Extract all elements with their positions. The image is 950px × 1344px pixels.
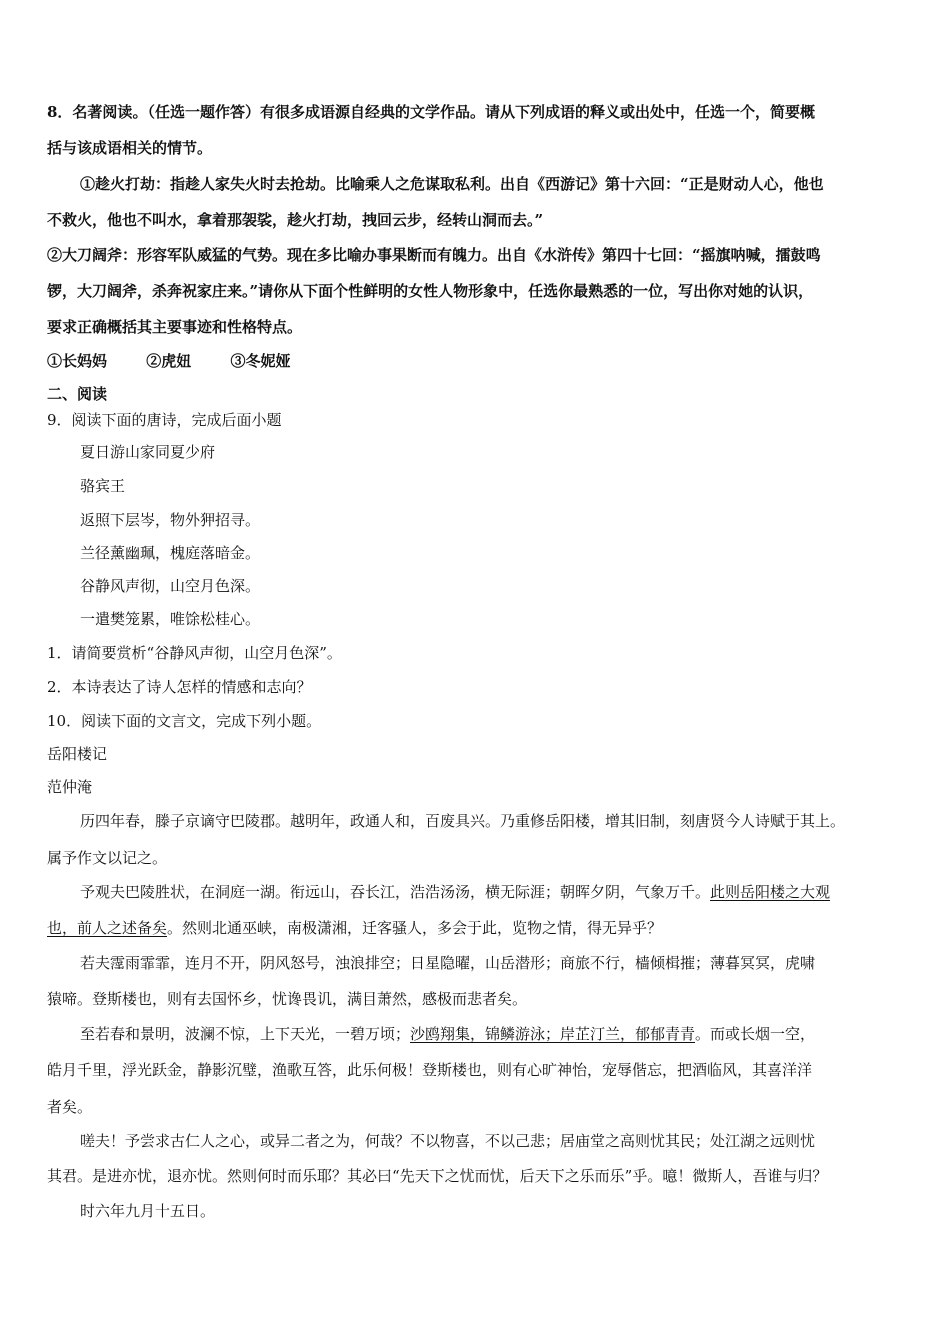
poem-line: 一遣樊笼累，唯馀松桂心。	[80, 610, 261, 628]
underlined-phrase: 也，前人之述备矣	[47, 919, 168, 937]
section-heading: 二、阅读	[47, 385, 108, 403]
poem-line: 兰径薰幽珮，槐庭落暗金。	[80, 544, 261, 562]
q10-prompt: 10．阅读下面的文言文，完成下列小题。	[47, 712, 322, 730]
q9-prompt: 9．阅读下面的唐诗，完成后面小题	[47, 411, 282, 429]
q8-options	[47, 351, 325, 371]
essay-p4-text: 至若春和景明，波澜不惊，上下天光，一碧万顷；	[80, 1025, 411, 1043]
poem-title: 夏日游山家同夏少府	[80, 443, 216, 461]
poem-line: 返照下层岑，物外狎招寻。	[80, 511, 261, 529]
essay-p2-line-1	[80, 882, 830, 902]
essay-p4-line-2: 皓月千里，浮光跃金，静影沉璧，渔歌互答，此乐何极！登斯楼也，则有心旷神怡，宠辱偕忘，把酒临风，其喜洋洋	[47, 1061, 813, 1079]
q8-intro-line-2: 括与该成语相关的情节。	[47, 139, 213, 157]
essay-date: 时六年九月十五日。	[80, 1202, 216, 1220]
essay-title: 岳阳楼记	[47, 745, 108, 763]
essay-p2-line-2	[47, 918, 662, 938]
q9-sub-question-1: 1．请简要赏析“谷静风声彻，山空月色深”。	[47, 644, 342, 662]
essay-p1-line-1: 历四年春，滕子京谪守巴陵郡。越明年，政通人和，百废具兴。乃重修岳阳楼，增其旧制，刻唐贤今人诗赋于其上。	[80, 812, 846, 830]
essay-p5-line-2: 其君。是进亦忧，退亦忧。然则何时而乐耶？其必曰“先天下之忧而忧，后天下之乐而乐”乎。噫！微斯人，吾谁与归？	[47, 1167, 828, 1185]
essay-p3-line-1: 若夫霪雨霏霏，连月不开，阴风怒号，浊浪排空；日星隐曜，山岳潜形；商旅不行，樯倾楫摧；薄暮冥冥，虎啸	[80, 954, 816, 972]
underlined-phrase: 此则岳阳楼之大观	[710, 883, 831, 901]
q8-item1-line-1: ①趁火打劫：指趁人家失火时去抢劫。比喻乘人之危谋取私利。出自《西游记》第十六回：“正是财动人心，他也	[80, 175, 824, 193]
poem-author: 骆宾王	[80, 477, 126, 495]
q8-item2-line-1: ②大刀阔斧：形容军队威猛的气势。现在多比喻办事果断而有魄力。出自《水浒传》第四十七回：“摇旗呐喊，擂鼓鸣	[47, 246, 821, 264]
q8-item1-line-2: 不救火，他也不叫水，拿着那袈裟，趁火打劫，拽回云步，经转山洞而去。”	[47, 211, 544, 229]
essay-p3-line-2: 猿啼。登斯楼也，则有去国怀乡，忧谗畏讥，满目萧然，感极而悲者矣。	[47, 990, 528, 1008]
essay-author: 范仲淹	[47, 778, 93, 796]
q8-item2-line-3: 要求正确概括其主要事迹和性格特点。	[47, 318, 303, 336]
essay-p5-line-1: 嗟夫！予尝求古仁人之心，或异二者之为，何哉？不以物喜，不以己悲；居庙堂之高则忧其民；处江湖之远则忧	[80, 1132, 816, 1150]
essay-p2-text: 予观夫巴陵胜状，在洞庭一湖。衔远山，吞长江，浩浩汤汤，横无际涯；朝晖夕阴，气象万千。	[80, 883, 711, 901]
option-2: ②虎妞	[146, 352, 192, 370]
option-3: ③冬妮娅	[230, 352, 291, 370]
essay-p4-text: 。而或长烟一空，	[695, 1025, 816, 1043]
q8-item2-line-2: 锣，大刀阔斧，杀奔祝家庄来。”请你从下面个性鲜明的女性人物形象中，任选你最熟悉的一位，写出你对她的认识，	[47, 282, 814, 300]
essay-p1-line-2: 属予作文以记之。	[47, 849, 168, 867]
essay-p4-line-3: 者矣。	[47, 1098, 93, 1116]
underlined-phrase: 沙鸥翔集，锦鳞游泳；岸芷汀兰，郁郁青青	[410, 1025, 696, 1043]
poem-line: 谷静风声彻，山空月色深。	[80, 577, 261, 595]
option-1: ①长妈妈	[47, 352, 108, 370]
q8-intro-line-1: 8．名著阅读。（任选一题作答）有很多成语源自经典的文学作品。请从下列成语的释义或出处中，任选一个，简要概	[47, 103, 815, 121]
essay-p2-text: 。然则北通巫峡，南极潇湘，迁客骚人，多会于此，览物之情，得无异乎？	[167, 919, 663, 937]
essay-p4-line-1	[80, 1024, 815, 1044]
q9-sub-question-2: 2．本诗表达了诗人怎样的情感和志向？	[47, 678, 312, 696]
